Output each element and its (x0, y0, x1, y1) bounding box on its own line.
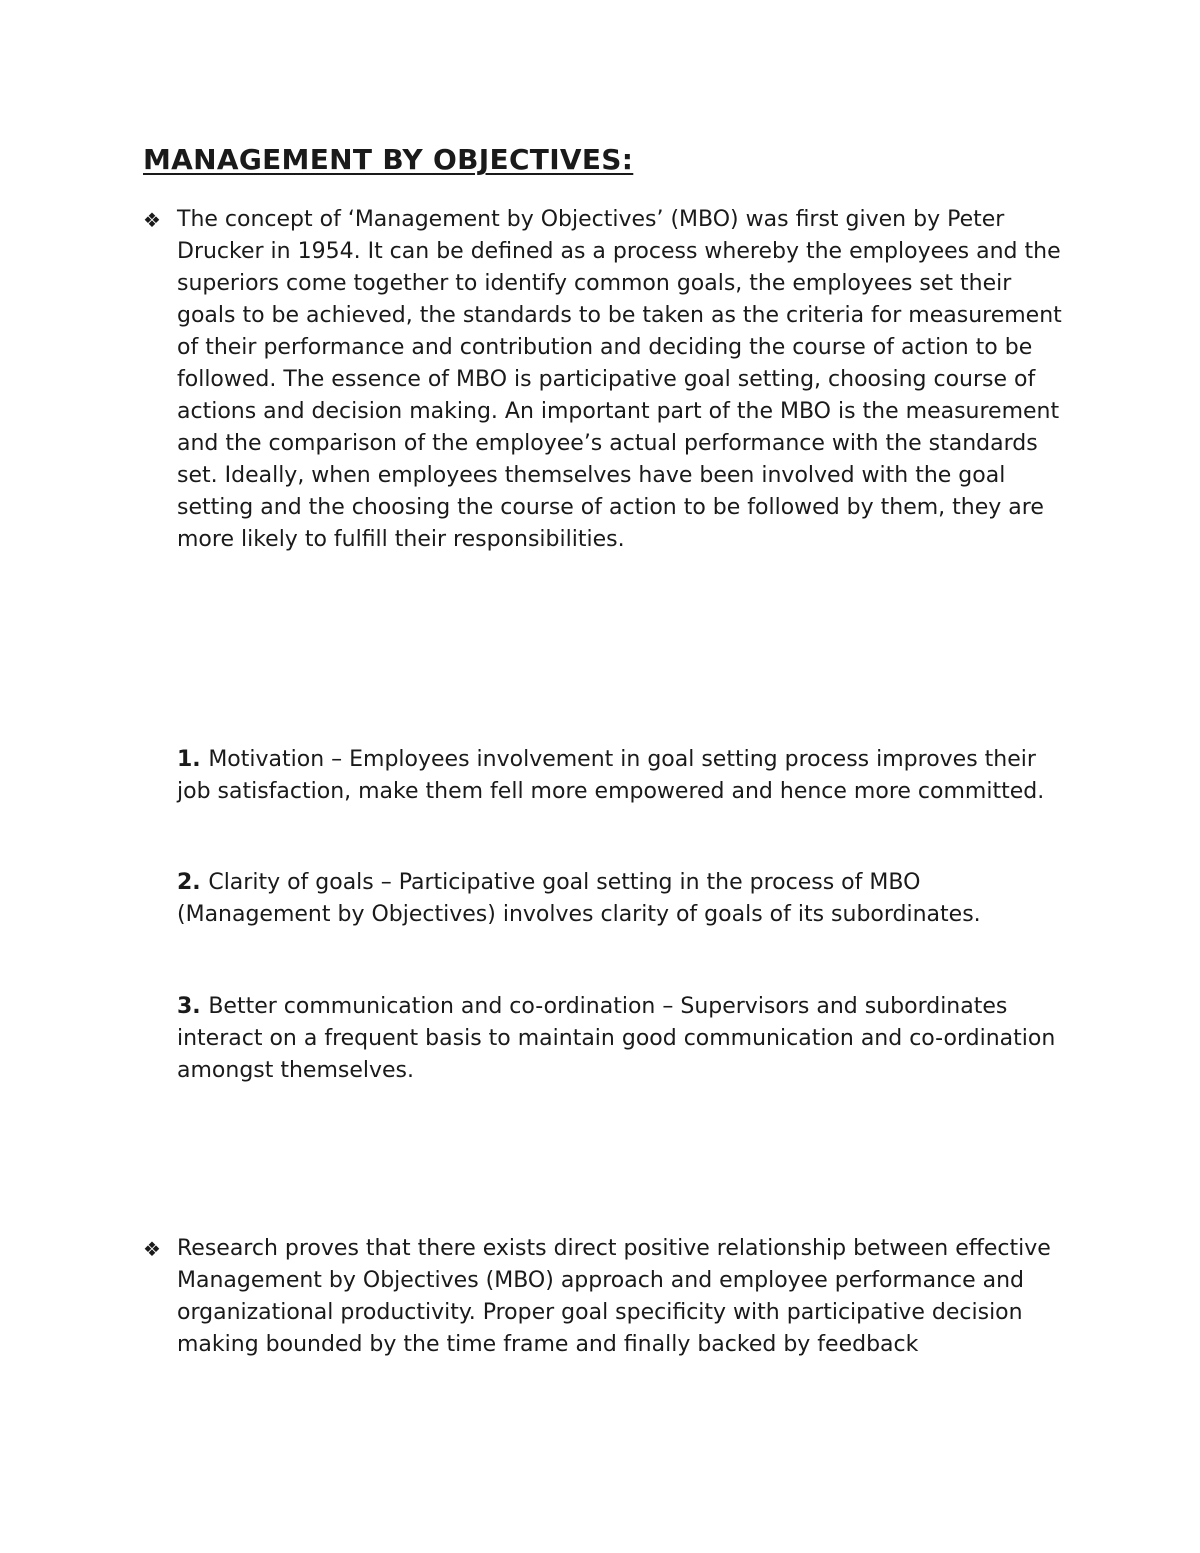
numbered-item-motivation (177, 744, 1067, 808)
item-text: Clarity of goals – Participative goal setting in the process of MBO (Management by Objectives) involves clarity of goals of its subordinates. (177, 870, 981, 927)
diamond-bullet-icon: ❖ (143, 1237, 161, 1261)
item-text: Better communication and co-ordination – Supervisors and subordinates interact on a frequent basis to maintain good communication and co-ordination amongst themselves. (177, 994, 1056, 1083)
numbered-item-communication (177, 991, 1067, 1087)
intro-bullet (143, 204, 1067, 556)
item-text: Motivation – Employees involvement in goal setting process improves their job satisfaction, make them fell more empowered and hence more committed. (177, 747, 1045, 804)
diamond-bullet-icon: ❖ (143, 208, 161, 232)
item-number: 2. (177, 870, 209, 895)
research-bullet (143, 1233, 1067, 1361)
intro-paragraph: The concept of ‘Management by Objectives’ (MBO) was first given by Peter Drucker in 1954. It can be defined as a process whereby the employees and the superiors come together to identify common goals, the employees set their goals to be achieved, the standards to be taken as the criteria for measurement of their performance and contribution and deciding the course of action to be followed. The essence of MBO is participative goal setting, choosing course of actions and decision making. An important part of the MBO is the measurement and the comparison of the employee’s actual performance with the standards set. Ideally, when employees themselves have been involved with the goal setting and the choosing the course of action to be followed by them, they are more likely to fulfill their responsibilities. (177, 207, 1062, 552)
closing-paragraph: Research proves that there exists direct positive relationship between effective Management by Objectives (MBO) approach and employee performance and organizational productivity. Proper goal specificity with participative decision making bounded by the time frame and finally backed by feedback (177, 1236, 1051, 1357)
numbered-item-clarity-of-goals (177, 867, 1067, 931)
item-number: 3. (177, 994, 209, 1019)
item-number: 1. (177, 747, 209, 772)
document-title: MANAGEMENT BY OBJECTIVES: (143, 143, 634, 176)
